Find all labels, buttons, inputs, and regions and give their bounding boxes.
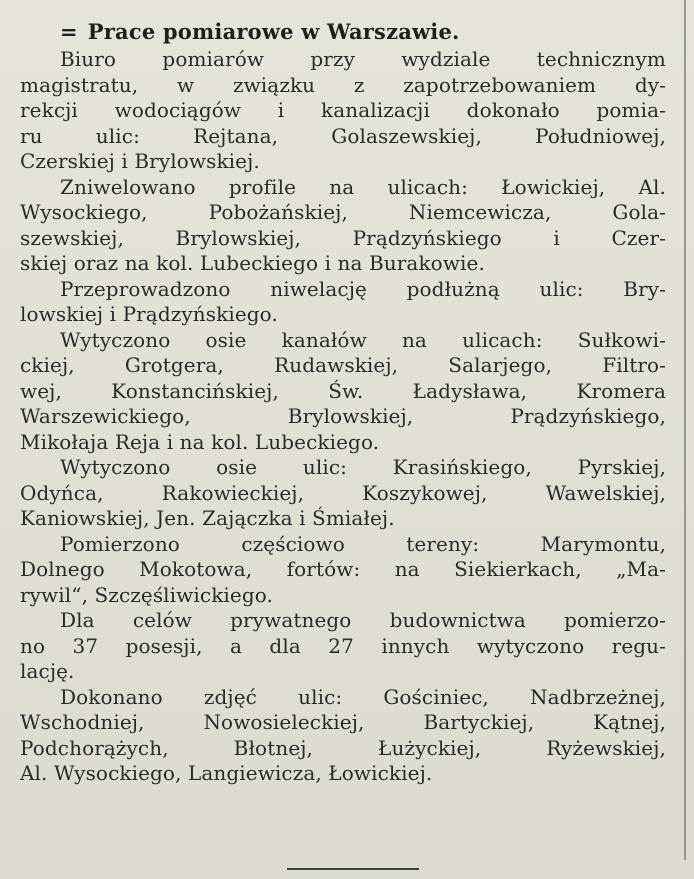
text-line: Pomierzono częściowo tereny: Marymontu, (60, 531, 666, 556)
article-paragraph (20, 47, 666, 175)
text-line: rywil“, Szczęśliwickiego. (20, 582, 273, 607)
text-line: Wysockiego, Pobożańskiej, Niemcewicza, Gola- (20, 200, 666, 224)
article-paragraph (20, 328, 666, 456)
article-paragraph (20, 455, 666, 532)
article-headline (20, 20, 666, 44)
text-line: ru ulic: Rejtana, Golaszewskiej, Południowej, (20, 123, 666, 148)
headline-dash: = (60, 19, 78, 44)
text-line: Warszewickiego, Brylowskiej, Prądzyńskiego, (20, 404, 666, 428)
article-paragraph (20, 608, 666, 685)
text-line: Dolnego Mokotowa, fortów: na Siekierkach, „Ma- (20, 557, 666, 581)
text-line: Biuro pomiarów przy wydziale technicznym (60, 47, 666, 71)
text-line: lację. (20, 659, 75, 683)
text-line: Zniwelowano profile na ulicach: Łowickiej, Al. (60, 174, 666, 199)
article-body (20, 47, 666, 787)
article-paragraph (20, 685, 666, 787)
text-line: Al. Wysockiego, Langiewicza, Łowickiej. (20, 761, 433, 785)
text-line: Mikołaja Reja i na kol. Lubeckiego. (20, 429, 380, 454)
text-line: Wytyczono osie ulic: Krasińskiego, Pyrskiej, (60, 455, 666, 479)
text-line: lowskiej i Prądzyńskiego. (20, 302, 278, 326)
column-rule (684, 0, 686, 860)
text-line: Czerskiej i Brylowskiej. (20, 149, 260, 173)
headline-text: Prace pomiarowe w Warszawie. (87, 19, 460, 44)
article-paragraph (20, 175, 666, 277)
text-line: Wschodniej, Nowosieleckiej, Bartyckiej, Kątnej, (20, 710, 666, 734)
text-line: Kaniowskiej, Jen. Zajączka i Śmiałej. (20, 506, 395, 530)
text-line: szewskiej, Brylowskiej, Prądzyńskiego i Czer- (20, 225, 666, 250)
text-line: Dokonano zdjęć ulic: Gościniec, Nadbrzeżnej, (60, 684, 666, 709)
text-line: no 37 posesji, a dla 27 innych wytyczono regu- (20, 633, 666, 658)
article-paragraph (20, 532, 666, 609)
text-line: ckiej, Grotgera, Rudawskiej, Salarjego, Filtro- (20, 353, 666, 377)
text-line: Odyńca, Rakowieckiej, Koszykowej, Wawelskiej, (20, 480, 666, 505)
text-line: magistratu, w związku z zapotrzebowaniem dy- (20, 72, 666, 97)
article-column (20, 20, 666, 787)
text-line: Podchorążych, Błotnej, Łużyckiej, Ryżewskiej, (20, 735, 666, 760)
text-line: Dla celów prywatnego budownictwa pomierzo- (60, 608, 666, 632)
article-paragraph (20, 277, 666, 328)
text-line: rekcji wodociągów i kanalizacji dokonało pomia- (20, 98, 666, 122)
text-line: wej, Konstancińskiej, Św. Ładysława, Kromera (20, 378, 666, 403)
end-of-article-rule (287, 868, 419, 870)
text-line: skiej oraz na kol. Lubeckiego i na Burakowie. (20, 251, 485, 275)
text-line: Wytyczono osie kanałów na ulicach: Sułkowi- (60, 327, 666, 352)
text-line: Przeprowadzono niwelację podłużną ulic: Bry- (60, 276, 666, 301)
